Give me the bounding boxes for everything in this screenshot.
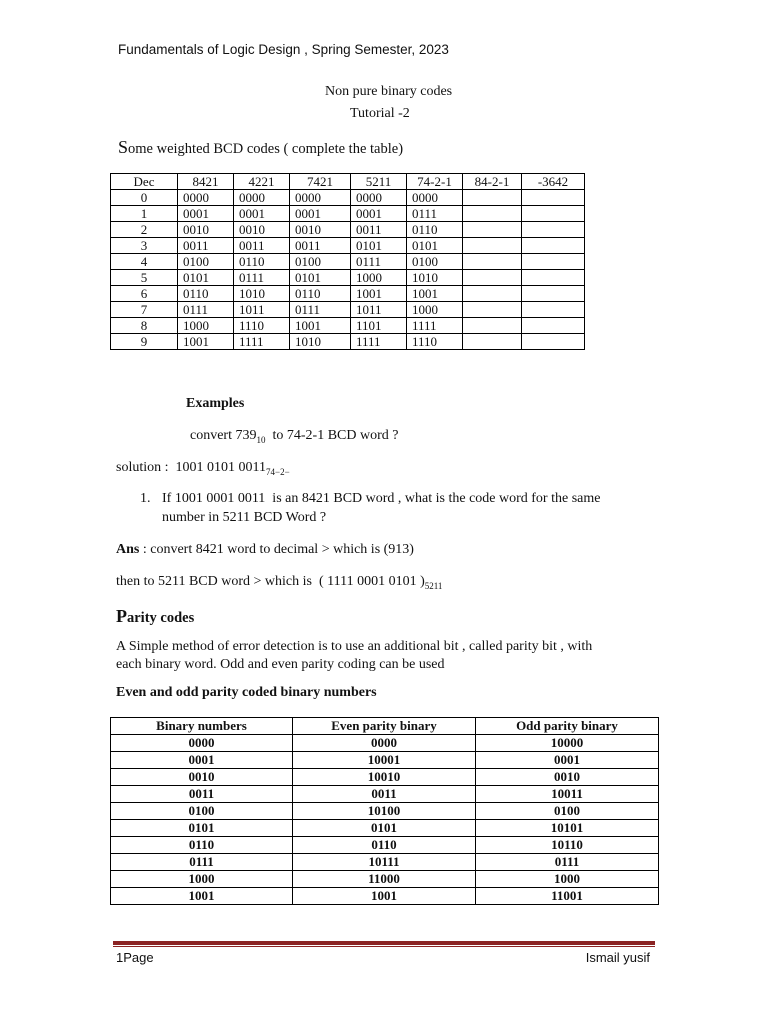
bcd-cell: 0101 — [351, 238, 407, 254]
parity-col-header: Even parity binary — [293, 718, 476, 735]
bcd-cell: 0101 — [178, 270, 234, 286]
page-number: 1Page — [116, 950, 154, 965]
parity-cell: 0000 — [111, 735, 293, 752]
bcd-cell: 0000 — [351, 190, 407, 206]
parity-heading — [116, 606, 194, 627]
bcd-cell: 1010 — [234, 286, 290, 302]
bcd-cell: 1111 — [351, 334, 407, 350]
bcd-header-row — [111, 174, 585, 190]
question-number: 1. — [140, 491, 151, 506]
bcd-cell: 0000 — [178, 190, 234, 206]
bcd-row — [111, 238, 585, 254]
bcd-col-header: 5211 — [351, 174, 407, 190]
bcd-cell: 0110 — [407, 222, 463, 238]
bcd-cell: 0001 — [178, 206, 234, 222]
bcd-cell — [522, 270, 585, 286]
bcd-cell — [463, 334, 522, 350]
bcd-dec-cell: 5 — [111, 270, 178, 286]
bcd-dec-cell: 3 — [111, 238, 178, 254]
bcd-cell: 0010 — [234, 222, 290, 238]
parity-cell: 1000 — [111, 871, 293, 888]
doc-title: Non pure binary codes — [325, 84, 453, 99]
bcd-cell — [463, 222, 522, 238]
bcd-cell — [522, 206, 585, 222]
answer-line — [116, 542, 414, 558]
bcd-cell: 1111 — [407, 318, 463, 334]
bcd-row — [111, 190, 585, 206]
bcd-cell: 0011 — [178, 238, 234, 254]
parity-cell: 0111 — [111, 854, 293, 871]
parity-cell: 0010 — [111, 769, 293, 786]
parity-row — [111, 888, 659, 905]
bcd-cell: 0010 — [178, 222, 234, 238]
parity-row — [111, 769, 659, 786]
parity-cell: 10110 — [476, 837, 659, 854]
then-sub: 5211 — [424, 580, 443, 591]
bcd-cell: 0000 — [290, 190, 351, 206]
section-rest: ome weighted BCD codes ( complete the table) — [128, 141, 404, 157]
bcd-cell — [463, 318, 522, 334]
bcd-col-header: -3642 — [522, 174, 585, 190]
bcd-cell: 1001 — [178, 334, 234, 350]
parity-row — [111, 735, 659, 752]
bcd-cell — [522, 302, 585, 318]
bcd-dec-cell: 6 — [111, 286, 178, 302]
bcd-dec-cell: 9 — [111, 334, 178, 350]
bcd-cell: 0011 — [290, 238, 351, 254]
bcd-dec-cell: 4 — [111, 254, 178, 270]
parity-row — [111, 871, 659, 888]
example-convert — [190, 428, 398, 445]
bcd-cell: 1010 — [290, 334, 351, 350]
parity-cell: 11001 — [476, 888, 659, 905]
bcd-cell: 0011 — [234, 238, 290, 254]
bcd-cell — [522, 238, 585, 254]
parity-row — [111, 854, 659, 871]
parity-cell: 0110 — [111, 837, 293, 854]
bcd-cell: 0000 — [234, 190, 290, 206]
bcd-cell — [522, 254, 585, 270]
bcd-cell: 1110 — [407, 334, 463, 350]
bcd-cell: 0101 — [407, 238, 463, 254]
bcd-cell — [463, 254, 522, 270]
bcd-cell: 1101 — [351, 318, 407, 334]
parity-cell: 0000 — [293, 735, 476, 752]
parity-cell: 11000 — [293, 871, 476, 888]
parity-cell: 1001 — [293, 888, 476, 905]
parity-row — [111, 752, 659, 769]
convert-post: to 74-2-1 BCD word ? — [265, 428, 399, 443]
bcd-cell — [522, 286, 585, 302]
bcd-col-header: 4221 — [234, 174, 290, 190]
bcd-cell: 1011 — [234, 302, 290, 318]
parity-row — [111, 837, 659, 854]
parity-para-2: each binary word. Odd and even parity coding can be used — [116, 657, 445, 672]
bcd-cell: 1001 — [290, 318, 351, 334]
bcd-col-header: 7421 — [290, 174, 351, 190]
bcd-cell: 1000 — [178, 318, 234, 334]
parity-cell: 10001 — [293, 752, 476, 769]
bcd-col-header: Dec — [111, 174, 178, 190]
bcd-cell: 0101 — [290, 270, 351, 286]
bcd-row — [111, 222, 585, 238]
parity-cell: 0101 — [111, 820, 293, 837]
bcd-col-header: 8421 — [178, 174, 234, 190]
bcd-cell — [522, 222, 585, 238]
parity-col-header: Binary numbers — [111, 718, 293, 735]
parity-cell: 0100 — [476, 803, 659, 820]
parity-subheading: Even and odd parity coded binary numbers — [116, 685, 377, 700]
question-line-1: If 1001 0001 0011 is an 8421 BCD word , what is the code word for the same — [162, 491, 601, 506]
author-name: Ismail yusif — [585, 950, 650, 965]
bcd-col-header: 74-2-1 — [407, 174, 463, 190]
parity-rest: arity codes — [127, 610, 195, 626]
bcd-cell: 0110 — [178, 286, 234, 302]
solution-text: solution : 1001 0101 0011 — [116, 460, 266, 475]
examples-heading: Examples — [186, 396, 245, 411]
bcd-cell: 1011 — [351, 302, 407, 318]
parity-row — [111, 786, 659, 803]
bcd-dec-cell: 1 — [111, 206, 178, 222]
parity-para-1: A Simple method of error detection is to use an additional bit , called parity bit , with — [116, 639, 593, 654]
parity-cell: 0011 — [293, 786, 476, 803]
example-solution — [116, 460, 290, 477]
bcd-cell — [463, 286, 522, 302]
parity-cell: 1001 — [111, 888, 293, 905]
footer-rule-thin — [113, 946, 655, 947]
bcd-dec-cell: 7 — [111, 302, 178, 318]
bcd-cell — [522, 318, 585, 334]
bcd-cell — [463, 190, 522, 206]
parity-cell: 1000 — [476, 871, 659, 888]
bcd-dec-cell: 8 — [111, 318, 178, 334]
convert-text: convert 739 — [190, 428, 257, 443]
solution-sub: 74−2− — [266, 466, 290, 477]
parity-cell: 0011 — [111, 786, 293, 803]
parity-header-row — [111, 718, 659, 735]
parity-cell: 10100 — [293, 803, 476, 820]
bcd-cell: 0011 — [351, 222, 407, 238]
bcd-cell: 0001 — [234, 206, 290, 222]
bcd-cell: 1000 — [351, 270, 407, 286]
bcd-cell — [463, 302, 522, 318]
bcd-cell: 1001 — [407, 286, 463, 302]
footer-rule — [113, 941, 655, 945]
bcd-cell — [463, 238, 522, 254]
bcd-row — [111, 254, 585, 270]
parity-cell: 10111 — [293, 854, 476, 871]
bcd-cell: 0110 — [290, 286, 351, 302]
bcd-cell: 0001 — [351, 206, 407, 222]
parity-cell: 10000 — [476, 735, 659, 752]
bcd-cell: 0111 — [407, 206, 463, 222]
parity-cell: 0101 — [293, 820, 476, 837]
bcd-row — [111, 286, 585, 302]
bcd-cell — [522, 334, 585, 350]
bcd-cell: 0111 — [290, 302, 351, 318]
bcd-cell: 0100 — [407, 254, 463, 270]
bcd-cell: 0100 — [290, 254, 351, 270]
bcd-cell: 0100 — [178, 254, 234, 270]
section-cap: S — [118, 137, 129, 157]
parity-cap: P — [116, 606, 127, 626]
bcd-cell — [522, 190, 585, 206]
bcd-cell: 0000 — [407, 190, 463, 206]
then-line — [116, 574, 442, 591]
bcd-row — [111, 318, 585, 334]
bcd-cell — [463, 270, 522, 286]
bcd-cell: 0111 — [351, 254, 407, 270]
parity-cell: 0110 — [293, 837, 476, 854]
bcd-cell: 0001 — [290, 206, 351, 222]
section-heading-bcd — [118, 137, 403, 158]
bcd-cell: 0010 — [290, 222, 351, 238]
ans-text: : convert 8421 word to decimal > which is (913) — [139, 542, 414, 557]
bcd-cell: 1010 — [407, 270, 463, 286]
parity-cell: 0001 — [476, 752, 659, 769]
bcd-cell: 1000 — [407, 302, 463, 318]
convert-sub: 10 — [256, 434, 266, 445]
parity-row — [111, 820, 659, 837]
ans-label: Ans — [116, 542, 140, 557]
bcd-cell — [463, 206, 522, 222]
parity-cell: 10011 — [476, 786, 659, 803]
tutorial-label: Tutorial -2 — [350, 106, 410, 121]
question-line-2: number in 5211 BCD Word ? — [162, 510, 327, 525]
bcd-dec-cell: 2 — [111, 222, 178, 238]
parity-cell: 0001 — [111, 752, 293, 769]
bcd-cell: 0111 — [234, 270, 290, 286]
bcd-cell: 0111 — [178, 302, 234, 318]
bcd-cell: 1111 — [234, 334, 290, 350]
parity-table — [110, 717, 659, 905]
then-text: then to 5211 BCD word > which is ( 1111 0001 0101 ) — [116, 574, 425, 589]
bcd-row — [111, 270, 585, 286]
page-header: Fundamentals of Logic Design , Spring Semester, 2023 — [118, 42, 449, 57]
bcd-cell: 1110 — [234, 318, 290, 334]
bcd-col-header: 84-2-1 — [463, 174, 522, 190]
parity-cell: 10010 — [293, 769, 476, 786]
bcd-cell: 0110 — [234, 254, 290, 270]
bcd-dec-cell: 0 — [111, 190, 178, 206]
bcd-table — [110, 173, 585, 350]
parity-cell: 0111 — [476, 854, 659, 871]
bcd-row — [111, 206, 585, 222]
bcd-row — [111, 302, 585, 318]
parity-cell: 0100 — [111, 803, 293, 820]
parity-col-header: Odd parity binary — [476, 718, 659, 735]
parity-cell: 0010 — [476, 769, 659, 786]
parity-row — [111, 803, 659, 820]
bcd-cell: 1001 — [351, 286, 407, 302]
parity-cell: 10101 — [476, 820, 659, 837]
bcd-row — [111, 334, 585, 350]
